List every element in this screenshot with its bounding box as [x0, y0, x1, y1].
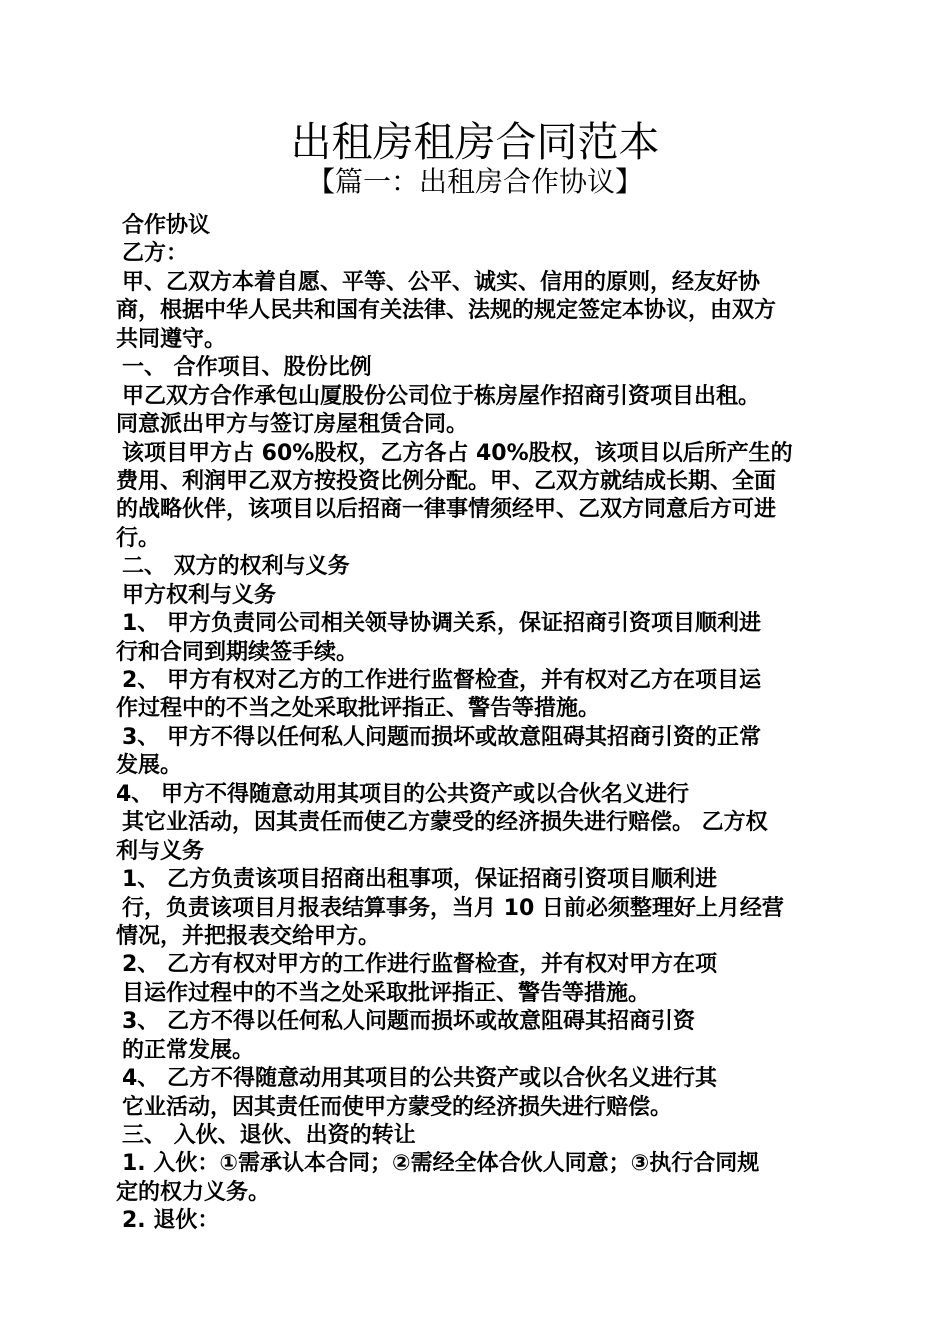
document-subtitle: 【篇一：出租房合作协议】: [306, 165, 643, 198]
body-line: 甲方权利与义务: [122, 582, 277, 608]
body-line: 二、 双方的权利与义务: [122, 554, 350, 580]
body-line: 其它业活动，因其责任而使乙方蒙受的经济损失进行赔偿。 乙方权: [122, 810, 768, 836]
body-line: 1. 入伙：①需承认本合同；②需经全体合伙人同意；③执行合同规: [122, 1151, 760, 1177]
body-line: 情况，并把报表交给甲方。: [116, 923, 381, 949]
body-line: 作过程中的不当之处采取批评指正、警告等措施。: [116, 696, 601, 722]
body-line: 共同遵守。: [116, 326, 227, 352]
body-line: 该项目甲方占 60%股权，乙方各占 40%股权，该项目以后所产生的: [122, 440, 793, 466]
document-body: [116, 212, 840, 1236]
body-line: 4、 甲方不得随意动用其项目的公共资产或以合伙名义进行: [116, 781, 689, 807]
body-line: 2. 退伙：: [122, 1208, 220, 1234]
body-line: 目运作过程中的不当之处采取批评指正、警告等措施。: [122, 980, 651, 1006]
body-line: 一、 合作项目、股份比例: [122, 355, 372, 381]
body-line: 2、 甲方有权对乙方的工作进行监督检查，并有权对乙方在项目运: [122, 668, 761, 693]
body-line: 商，根据中华人民共和国有关法律、法规的规定签定本协议，由双方: [116, 298, 777, 324]
body-line: 利与义务: [116, 838, 205, 864]
body-line: 行。: [116, 525, 161, 551]
body-line: 费用、利润甲乙双方按投资比例分配。甲、乙双方就结成长期、全面: [116, 468, 777, 494]
body-line: 行，负责该项目月报表结算事务，当月 10 日前必须整理好上月经营: [122, 895, 784, 921]
body-line: 同意派出甲方与签订房屋租赁合同。: [116, 412, 469, 438]
document-title: 出租房租房合同范本: [290, 118, 660, 166]
body-line: 甲、乙双方本着自愿、平等、公平、诚实、信用的原则，经友好协: [122, 269, 761, 295]
body-line: 发展。: [116, 753, 183, 779]
body-line: 三、 入伙、退伙、出资的转让: [122, 1123, 416, 1148]
body-line: 合作协议: [122, 213, 211, 238]
body-line: 行和合同到期续签手续。: [116, 639, 359, 665]
body-line: 4、 乙方不得随意动用其项目的公共资产或以合伙名义进行其: [122, 1066, 717, 1092]
body-line: 的正常发展。: [122, 1037, 255, 1063]
body-line: 3、 乙方不得以任何私人问题而损坏或故意阻碍其招商引资: [122, 1009, 695, 1035]
body-line: 1、 乙方负责该项目招商出租事项，保证招商引资项目顺利进: [122, 867, 717, 893]
body-line: 2、 乙方有权对甲方的工作进行监督检查，并有权对甲方在项: [122, 952, 717, 978]
body-line: 它业活动，因其责任而使甲方蒙受的经济损失进行赔偿。: [122, 1094, 673, 1120]
body-line: 乙方：: [122, 241, 189, 267]
body-line: 甲乙双方合作承包山厦股份公司位于栋房屋作招商引资项目出租。: [122, 383, 761, 409]
body-line: 的战略伙伴，该项目以后招商一律事情须经甲、乙双方同意后方可进: [116, 497, 777, 523]
body-line: 3、 甲方不得以任何私人问题而损坏或故意阻碍其招商引资的正常: [122, 724, 761, 750]
body-line: 1、 甲方负责同公司相关领导协调关系，保证招商引资项目顺利进: [122, 611, 761, 637]
body-line: 定的权力义务。: [116, 1179, 271, 1205]
